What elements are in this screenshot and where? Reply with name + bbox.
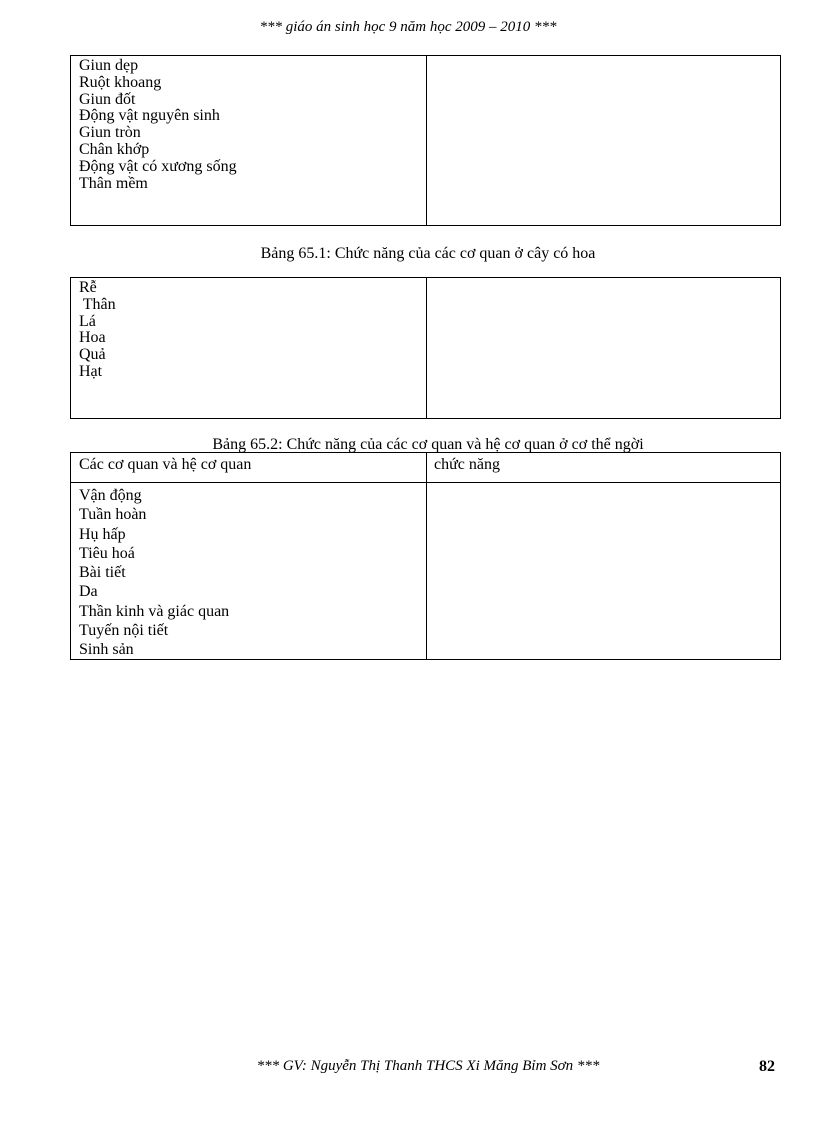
- list-item: Da: [79, 583, 98, 601]
- list-item: Quả: [79, 346, 106, 364]
- human-organs-table: [70, 452, 781, 660]
- list-item: Tuần hoàn: [79, 506, 147, 524]
- list-item: Động vật nguyên sinh: [79, 107, 220, 125]
- plant-organs-left-cell: [71, 278, 427, 418]
- list-item: Động vật có xương sống: [79, 157, 237, 175]
- plant-organs-list: [79, 280, 116, 381]
- table2-caption: Bảng 65.1: Chức năng của các cơ quan ở cây có hoa: [260, 245, 596, 262]
- list-item: Vận động: [79, 487, 142, 504]
- list-item: Hụ hấp: [79, 525, 126, 543]
- list-item: Thân mềm: [79, 174, 148, 192]
- list-item: Lá: [79, 312, 96, 330]
- list-item: Hoa: [79, 329, 106, 347]
- animal-groups-list: [79, 58, 237, 192]
- list-item: Tuyến nội tiết: [79, 622, 169, 640]
- page-footer: *** GV: Nguyễn Thị Thanh THCS Xi Măng Bỉm Sơn ***: [256, 1058, 600, 1074]
- list-item: Hạt: [79, 362, 103, 380]
- animal-groups-table: [70, 55, 781, 226]
- header-function: chức năng: [434, 456, 500, 473]
- list-item: Giun dẹp: [79, 57, 139, 74]
- page-number: 82: [759, 1058, 775, 1075]
- list-item: Rễ: [79, 279, 97, 296]
- list-item: Chân khớp: [79, 140, 150, 158]
- list-item: Bài tiết: [79, 564, 126, 582]
- list-item: Tiêu hoá: [79, 544, 135, 562]
- list-item: Thân: [79, 295, 116, 313]
- list-item: Sinh sản: [79, 641, 134, 659]
- human-organs-list: [79, 486, 229, 660]
- page-header: *** giáo án sinh học 9 năm học 2009 – 2010 ***: [259, 19, 557, 35]
- list-item: Ruột khoang: [79, 73, 162, 91]
- table3-caption: Bảng 65.2: Chức năng của các cơ quan và hệ cơ quan ở cơ thể ngời: [212, 436, 644, 453]
- list-item: Thần kinh và giác quan: [79, 602, 230, 620]
- list-item: Giun đốt: [79, 90, 136, 108]
- plant-organs-table: [70, 277, 781, 419]
- header-organs: Các cơ quan và hệ cơ quan: [79, 456, 252, 473]
- animal-groups-left-cell: [71, 56, 427, 225]
- list-item: Giun tròn: [79, 124, 141, 142]
- table-header-row: [71, 453, 780, 483]
